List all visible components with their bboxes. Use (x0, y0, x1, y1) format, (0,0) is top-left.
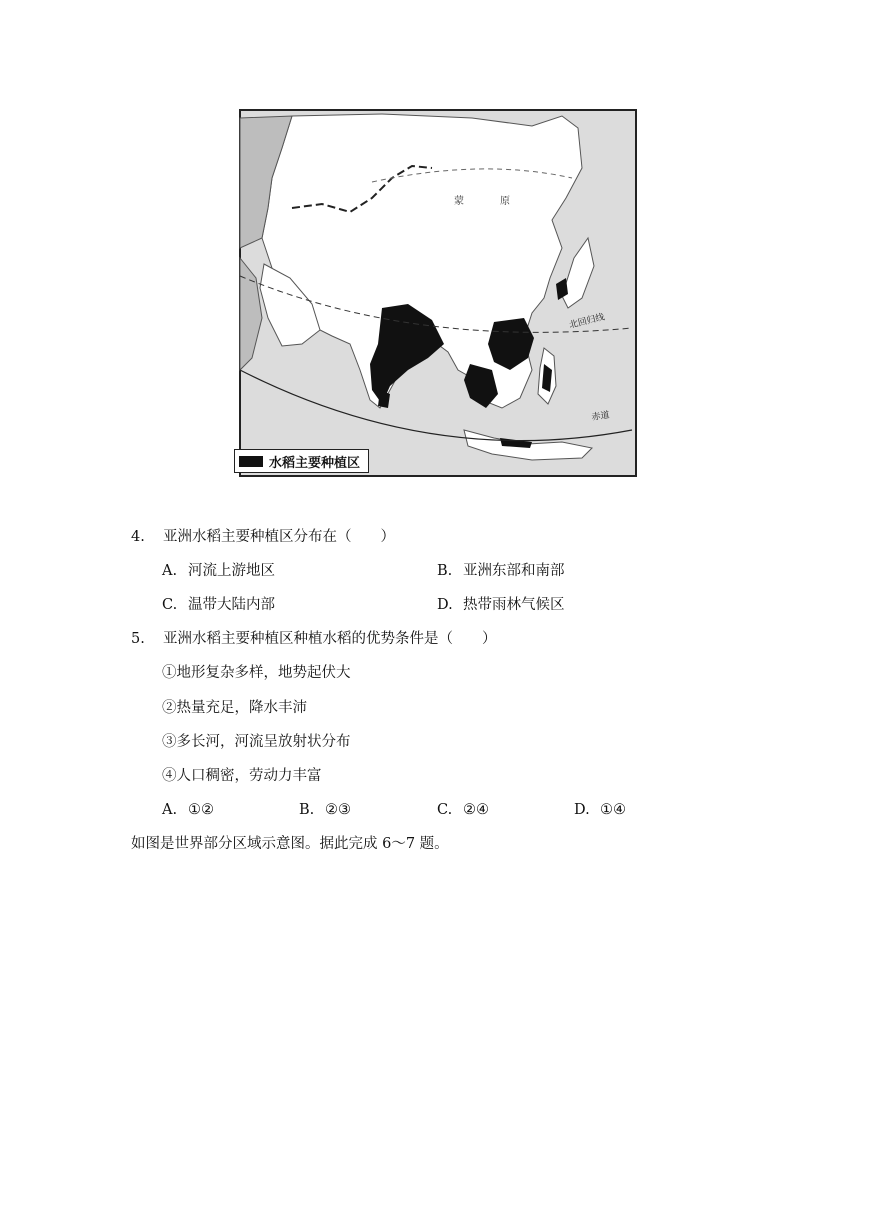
q5-option-d[interactable] (574, 800, 626, 820)
option-letter: A. (162, 802, 178, 818)
legend-label: 水稻主要种植区 (269, 455, 361, 471)
map-legend (234, 449, 369, 473)
option-letter: C. (162, 597, 178, 613)
q5-statement-1: ①地形复杂多样，地势起伏大 (162, 665, 351, 681)
option-text: ①④ (600, 802, 626, 818)
option-text: ②④ (463, 802, 489, 818)
option-letter: B. (437, 563, 453, 579)
plateau-label-2: 原 (500, 196, 510, 207)
question-text: 亚洲水稻主要种植区分布在（ ） (163, 529, 395, 545)
option-letter: C. (437, 802, 453, 818)
option-text: 热带雨林气候区 (463, 597, 565, 613)
next-questions-intro: 如图是世界部分区域示意图。据此完成 6～7 题。 (131, 836, 449, 852)
q4-option-a[interactable] (162, 561, 275, 581)
q5-option-c[interactable] (437, 800, 489, 820)
question-number: 4. (131, 529, 145, 545)
q4-option-b[interactable] (437, 561, 565, 581)
question-5-stem (131, 629, 497, 649)
tropic-label: 北回归线 (568, 312, 606, 331)
option-letter: A. (162, 563, 178, 579)
q5-statement-3: ③多长河，河流呈放射状分布 (162, 734, 351, 750)
q5-option-b[interactable] (299, 800, 351, 820)
option-text: 亚洲东部和南部 (463, 563, 565, 579)
question-number: 5. (131, 631, 145, 647)
q5-statement-4: ④人口稠密，劳动力丰富 (162, 768, 322, 784)
option-letter: D. (437, 597, 453, 613)
legend-swatch (239, 456, 263, 467)
equator-label: 赤道 (591, 410, 611, 423)
option-text: ①② (188, 802, 214, 818)
option-text: 河流上游地区 (188, 563, 275, 579)
asia-rice-map (232, 108, 638, 480)
q5-statement-2: ②热量充足，降水丰沛 (162, 700, 307, 716)
question-4-stem (131, 527, 395, 547)
plateau-label-1: 蒙 (454, 196, 464, 207)
option-letter: B. (299, 802, 315, 818)
option-letter: D. (574, 802, 590, 818)
q4-option-d[interactable] (437, 595, 565, 615)
option-text: 温带大陆内部 (188, 597, 275, 613)
map-graphic (232, 108, 638, 480)
q5-option-a[interactable] (162, 800, 214, 820)
q4-option-c[interactable] (162, 595, 275, 615)
question-text: 亚洲水稻主要种植区种植水稻的优势条件是（ ） (163, 631, 497, 647)
option-text: ②③ (325, 802, 351, 818)
